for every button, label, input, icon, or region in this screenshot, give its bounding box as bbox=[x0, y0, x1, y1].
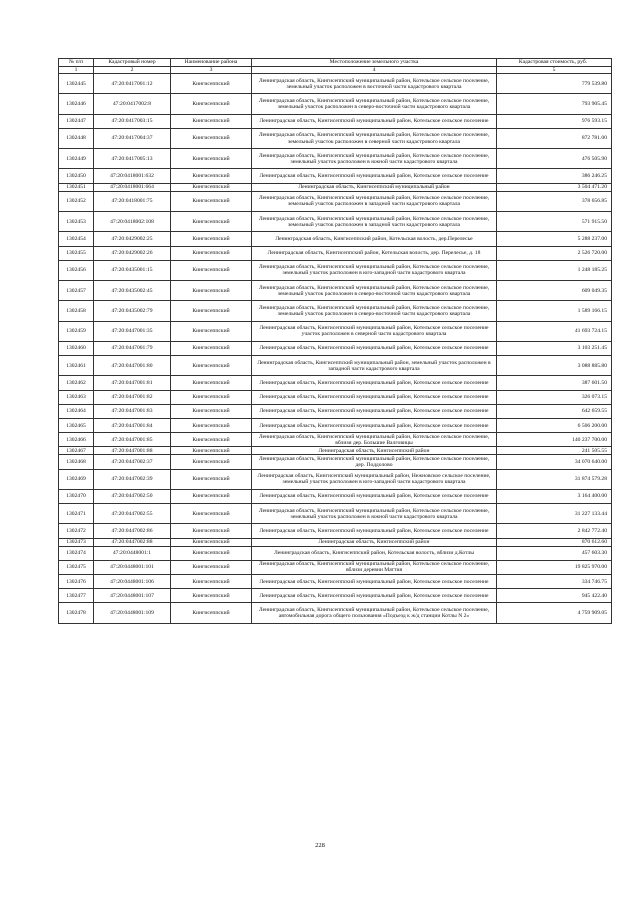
row-district: Кингисеппский bbox=[171, 356, 252, 376]
row-cadastral-number: 47:20:0447001:88 bbox=[94, 447, 171, 455]
row-cadastral-number: 47:20:0417003:15 bbox=[94, 114, 171, 128]
row-cadastral-number: 47:20:0417002:8 bbox=[94, 94, 171, 114]
table-row bbox=[59, 455, 612, 469]
table-row bbox=[59, 74, 612, 94]
row-location: Ленинградская область, Кингисеппский муниципальный район, Нежновское сельское поселение, земельный участок расположен в юго-западной части кадастрового квартала bbox=[252, 469, 497, 489]
row-cadastral-number: 47:20:0435001:15 bbox=[94, 260, 171, 280]
row-district: Кингисеппский bbox=[171, 94, 252, 114]
row-district: Кингисеппский bbox=[171, 489, 252, 503]
row-value: 1 248 185.25 bbox=[497, 260, 612, 280]
table-row bbox=[59, 149, 612, 169]
row-district: Кингисеппский bbox=[171, 149, 252, 169]
row-number: 1302460 bbox=[59, 341, 94, 355]
row-district: Кингисеппский bbox=[171, 321, 252, 341]
table-row bbox=[59, 246, 612, 260]
row-location: Ленинградская область, Кингисеппский муниципальный район, Котельское сельское поселение, вблизи деревни Маттия bbox=[252, 560, 497, 574]
row-value: 387 601.50 bbox=[497, 376, 612, 390]
table-row bbox=[59, 183, 612, 191]
table-row bbox=[59, 376, 612, 390]
row-location: Ленинградская область, Кингисеппский муниципальный район, Котельское сельское поселение bbox=[252, 489, 497, 503]
row-location: Ленинградская область, Кингисеппский муниципальный район, Котельское сельское поселение bbox=[252, 418, 497, 432]
index-cell: 5 bbox=[497, 67, 612, 74]
row-number: 1302463 bbox=[59, 390, 94, 404]
row-value: 2 842 772.40 bbox=[497, 524, 612, 538]
header-cadastral-number: Кадастровый номер bbox=[94, 59, 171, 67]
row-number: 1302474 bbox=[59, 546, 94, 560]
row-number: 1302462 bbox=[59, 376, 94, 390]
table-row bbox=[59, 356, 612, 376]
index-cell: 1 bbox=[59, 67, 94, 74]
row-value: 6 506 200.00 bbox=[497, 418, 612, 432]
row-district: Кингисеппский bbox=[171, 341, 252, 355]
row-number: 1302452 bbox=[59, 191, 94, 211]
row-number: 1302446 bbox=[59, 94, 94, 114]
table-row bbox=[59, 94, 612, 114]
row-district: Кингисеппский bbox=[171, 560, 252, 574]
row-number: 1302477 bbox=[59, 589, 94, 603]
row-value: 779 539.80 bbox=[497, 74, 612, 94]
row-location: Ленинградская область, Кингисеппский муниципальный район bbox=[252, 183, 497, 191]
row-cadastral-number: 47:20:0447001:83 bbox=[94, 404, 171, 418]
table-header-row bbox=[59, 59, 612, 67]
row-cadastral-number: 47:20:0417001:12 bbox=[94, 74, 171, 94]
row-location: Ленинградская область, Кингисеппский район, Котельская волость, дер. Перелесье, д. 18 bbox=[252, 246, 497, 260]
row-location: Ленинградская область, Кингисеппский муниципальный район, Котельское сельское поселение, земельный участок расположен в северо-восточной части кадастрового квартала bbox=[252, 94, 497, 114]
row-location: Ленинградская область, Кингисеппский муниципальный район, Котельское сельское поселение bbox=[252, 589, 497, 603]
row-value: 870 612.60 bbox=[497, 538, 612, 546]
row-cadastral-number: 47:20:0447002:86 bbox=[94, 524, 171, 538]
row-number: 1302465 bbox=[59, 418, 94, 432]
header-number: № п/п bbox=[59, 59, 94, 67]
table-row bbox=[59, 232, 612, 246]
row-cadastral-number: 47:20:0448001:106 bbox=[94, 575, 171, 589]
row-district: Кингисеппский bbox=[171, 246, 252, 260]
row-location: Ленинградская область, Кингисеппский район, Котельская волость, вблизи д.Котлы bbox=[252, 546, 497, 560]
row-number: 1302466 bbox=[59, 433, 94, 447]
table-row bbox=[59, 212, 612, 232]
table-row bbox=[59, 390, 612, 404]
table-row bbox=[59, 418, 612, 432]
table-row bbox=[59, 260, 612, 280]
row-location: Ленинградская область, Кингисеппский муниципальный район, Котельское сельское поселение, автомобильная дорога общего пользования «Подъезд к ж/д станции Котлы N 2» bbox=[252, 603, 497, 623]
row-number: 1302450 bbox=[59, 169, 94, 183]
table-row bbox=[59, 321, 612, 341]
row-cadastral-number: 47:20:0418001:632 bbox=[94, 169, 171, 183]
row-cadastral-number: 47:20:0447002:55 bbox=[94, 504, 171, 524]
row-location: Ленинградская область, Кингисеппский муниципальный район, Котельское сельское поселение, земельный участок расположен в юго-западной части кадастрового квартала bbox=[252, 260, 497, 280]
row-value: 476 505.90 bbox=[497, 149, 612, 169]
row-district: Кингисеппский bbox=[171, 447, 252, 455]
row-number: 1302473 bbox=[59, 538, 94, 546]
row-value: 571 915.50 bbox=[497, 212, 612, 232]
row-value: 793 905.45 bbox=[497, 94, 612, 114]
row-cadastral-number: 47:20:0448001:101 bbox=[94, 560, 171, 574]
row-location: Ленинградская область, Кингисеппский муниципальный район, Котельское сельское поселение bbox=[252, 524, 497, 538]
row-number: 1302464 bbox=[59, 404, 94, 418]
row-value: 609 049.35 bbox=[497, 281, 612, 301]
row-value: 3 164 400.00 bbox=[497, 489, 612, 503]
row-location: Ленинградская область, Кингисеппский муниципальный район, Котельское сельское поселение, земельный участок расположен в северо-восточной части кадастрового квартала bbox=[252, 281, 497, 301]
row-district: Кингисеппский bbox=[171, 301, 252, 321]
row-value: 976 593.15 bbox=[497, 114, 612, 128]
row-location: Ленинградская область, Кингисеппский муниципальный район, Котельское сельское поселение, земельный участок расположен в северной части кадастрового квартала bbox=[252, 128, 497, 148]
row-number: 1302469 bbox=[59, 469, 94, 489]
row-value: 31 874 579.28 bbox=[497, 469, 612, 489]
row-district: Кингисеппский bbox=[171, 504, 252, 524]
row-cadastral-number: 47:20:0418002:108 bbox=[94, 212, 171, 232]
row-cadastral-number: 47:20:0429002:25 bbox=[94, 232, 171, 246]
table-row bbox=[59, 169, 612, 183]
table-row bbox=[59, 341, 612, 355]
row-location: Ленинградская область, Кингисеппский муниципальный район, Котельское сельское поселение, земельный участок расположен в южной части кадастрового квартала bbox=[252, 149, 497, 169]
row-district: Кингисеппский bbox=[171, 169, 252, 183]
row-district: Кингисеппский bbox=[171, 390, 252, 404]
row-number: 1302478 bbox=[59, 603, 94, 623]
table-row bbox=[59, 114, 612, 128]
row-cadastral-number: 47:20:0417005:13 bbox=[94, 149, 171, 169]
row-district: Кингисеппский bbox=[171, 575, 252, 589]
row-number: 1302449 bbox=[59, 149, 94, 169]
row-district: Кингисеппский bbox=[171, 404, 252, 418]
index-cell: 4 bbox=[252, 67, 497, 74]
row-value: 34 070 640.00 bbox=[497, 455, 612, 469]
table-row bbox=[59, 546, 612, 560]
table-row bbox=[59, 281, 612, 301]
row-district: Кингисеппский bbox=[171, 183, 252, 191]
row-district: Кингисеппский bbox=[171, 524, 252, 538]
row-value: 19 825 970.00 bbox=[497, 560, 612, 574]
row-number: 1302470 bbox=[59, 489, 94, 503]
row-number: 1302472 bbox=[59, 524, 94, 538]
row-cadastral-number: 47:20:0417004:37 bbox=[94, 128, 171, 148]
table-index-row bbox=[59, 67, 612, 74]
table-row bbox=[59, 447, 612, 455]
row-number: 1302468 bbox=[59, 455, 94, 469]
row-value: 945 422.40 bbox=[497, 589, 612, 603]
row-district: Кингисеппский bbox=[171, 455, 252, 469]
table-row bbox=[59, 589, 612, 603]
row-value: 386 246.25 bbox=[497, 169, 612, 183]
row-location: Ленинградская область, Кингисеппский муниципальный район, Котельское сельское поселение, земельный участок расположен в западной части кадастрового квартала bbox=[252, 191, 497, 211]
row-value: 241 505.55 bbox=[497, 447, 612, 455]
row-district: Кингисеппский bbox=[171, 281, 252, 301]
row-number: 1302458 bbox=[59, 301, 94, 321]
row-cadastral-number: 47:20:0447002:50 bbox=[94, 489, 171, 503]
row-district: Кингисеппский bbox=[171, 128, 252, 148]
row-cadastral-number: 47:20:0447001:80 bbox=[94, 356, 171, 376]
table-row bbox=[59, 433, 612, 447]
row-district: Кингисеппский bbox=[171, 418, 252, 432]
row-number: 1302459 bbox=[59, 321, 94, 341]
row-number: 1302451 bbox=[59, 183, 94, 191]
row-location: Ленинградская область, Кингисеппский муниципальный район, Котельское сельское поселение bbox=[252, 114, 497, 128]
row-district: Кингисеппский bbox=[171, 603, 252, 623]
table-row bbox=[59, 301, 612, 321]
row-cadastral-number: 47:20:0448001:107 bbox=[94, 589, 171, 603]
row-cadastral-number: 47:20:0447002:39 bbox=[94, 469, 171, 489]
table-row bbox=[59, 191, 612, 211]
row-district: Кингисеппский bbox=[171, 376, 252, 390]
row-location: Ленинградская область, Кингисеппский муниципальный район, Котельское сельское поселение, земельный участок расположен в западной части кадастрового квартала bbox=[252, 212, 497, 232]
row-value: 326 073.15 bbox=[497, 390, 612, 404]
row-district: Кингисеппский bbox=[171, 469, 252, 489]
row-value: 3 504 471.20 bbox=[497, 183, 612, 191]
row-value: 3 088 885.80 bbox=[497, 356, 612, 376]
table-row bbox=[59, 524, 612, 538]
row-number: 1302454 bbox=[59, 232, 94, 246]
row-cadastral-number: 47:20:0447002:88 bbox=[94, 538, 171, 546]
table-row bbox=[59, 538, 612, 546]
row-location: Ленинградская область, Кингисеппский муниципальный район, Котельское сельское поселение, дер. Поддолово bbox=[252, 455, 497, 469]
row-value: 2 526 720.00 bbox=[497, 246, 612, 260]
table-body bbox=[59, 74, 612, 624]
row-cadastral-number: 47:20:0448001:109 bbox=[94, 603, 171, 623]
row-cadastral-number: 47:20:0447001:81 bbox=[94, 376, 171, 390]
row-value: 31 227 133.44 bbox=[497, 504, 612, 524]
row-value: 334 746.75 bbox=[497, 575, 612, 589]
header-value: Кадастровая стоимость, руб. bbox=[497, 59, 612, 67]
row-value: 3 103 251.45 bbox=[497, 341, 612, 355]
row-cadastral-number: 47:20:0418001:664 bbox=[94, 183, 171, 191]
row-district: Кингисеппский bbox=[171, 546, 252, 560]
row-number: 1302447 bbox=[59, 114, 94, 128]
row-cadastral-number: 47:20:0447002:37 bbox=[94, 455, 171, 469]
row-location: Ленинградская область, Кингисеппский муниципальный район, Котельское сельское поселение, земельный участок расположен в южной части кадастрового квартала bbox=[252, 504, 497, 524]
row-location: Ленинградская область, Кингисеппский муниципальный район, Котельское сельское поселение bbox=[252, 376, 497, 390]
row-district: Кингисеппский bbox=[171, 114, 252, 128]
row-number: 1302476 bbox=[59, 575, 94, 589]
row-district: Кингисеппский bbox=[171, 232, 252, 246]
row-value: 457 603.30 bbox=[497, 546, 612, 560]
row-value: 4 759 909.05 bbox=[497, 603, 612, 623]
table-row bbox=[59, 603, 612, 623]
row-value: 872 781.00 bbox=[497, 128, 612, 148]
row-location: Ленинградская область, Кингисеппский муниципальный район, Котельское сельское поселение, вблизи дер. Большие Валговицы bbox=[252, 433, 497, 447]
row-number: 1302455 bbox=[59, 246, 94, 260]
row-location: Ленинградская область, Кингисеппский муниципальный район, Котельское сельское поселение bbox=[252, 169, 497, 183]
row-cadastral-number: 47:20:0429002:26 bbox=[94, 246, 171, 260]
row-cadastral-number: 47:20:0447001:82 bbox=[94, 390, 171, 404]
row-district: Кингисеппский bbox=[171, 260, 252, 280]
table-row bbox=[59, 560, 612, 574]
row-location: Ленинградская область, Кингисеппский муниципальный район, земельный участок расположен в западной части кадастрового квартала bbox=[252, 356, 497, 376]
index-cell: 2 bbox=[94, 67, 171, 74]
row-cadastral-number: 47:20:0447001:85 bbox=[94, 433, 171, 447]
row-cadastral-number: 47:20:0435002:45 bbox=[94, 281, 171, 301]
row-district: Кингисеппский bbox=[171, 589, 252, 603]
row-cadastral-number: 47:20:0448001:1 bbox=[94, 546, 171, 560]
row-number: 1302457 bbox=[59, 281, 94, 301]
document-page bbox=[58, 58, 607, 624]
row-value: 5 288 237.00 bbox=[497, 232, 612, 246]
row-number: 1302456 bbox=[59, 260, 94, 280]
table-row bbox=[59, 489, 612, 503]
row-district: Кингисеппский bbox=[171, 538, 252, 546]
row-value: 642 659.55 bbox=[497, 404, 612, 418]
row-location: Ленинградская область, Кингисеппский район, Котельская волость, дер.Перелесье bbox=[252, 232, 497, 246]
row-location: Ленинградская область, Кингисеппский муниципальный район, Котельское сельское поселение bbox=[252, 404, 497, 418]
row-location: Ленинградская область, Кингисеппский муниципальный район, Котельское сельское поселение участок расположен в северной части кадастрового квартала bbox=[252, 321, 497, 341]
row-location: Ленинградская область, Кингисеппский муниципальный район, Котельское сельское поселение bbox=[252, 575, 497, 589]
row-district: Кингисеппский bbox=[171, 433, 252, 447]
row-cadastral-number: 47:20:0447001:84 bbox=[94, 418, 171, 432]
row-district: Кингисеппский bbox=[171, 212, 252, 232]
row-number: 1302448 bbox=[59, 128, 94, 148]
row-number: 1302445 bbox=[59, 74, 94, 94]
row-location: Ленинградская область, Кингисеппский муниципальный район, Котельское сельское поселение bbox=[252, 341, 497, 355]
table-row bbox=[59, 404, 612, 418]
row-number: 1302471 bbox=[59, 504, 94, 524]
row-value: 1 589 166.15 bbox=[497, 301, 612, 321]
row-cadastral-number: 47:20:0418001:75 bbox=[94, 191, 171, 211]
table-row bbox=[59, 128, 612, 148]
row-number: 1302453 bbox=[59, 212, 94, 232]
table-row bbox=[59, 469, 612, 489]
row-number: 1302467 bbox=[59, 447, 94, 455]
row-location: Ленинградская область, Кингисеппский муниципальный район, Котельское сельское поселение, земельный участок расположен в восточной части кадастрового квартала bbox=[252, 74, 497, 94]
row-location: Ленинградская область, Кингисеппский район bbox=[252, 447, 497, 455]
header-location: Местоположение земельного участка bbox=[252, 59, 497, 67]
row-value: 41 693 724.15 bbox=[497, 321, 612, 341]
page-number: 228 bbox=[315, 842, 325, 849]
row-location: Ленинградская область, Кингисеппский муниципальный район, Котельское сельское поселение, земельный участок расположен в северо-восточной части кадастрового квартала bbox=[252, 301, 497, 321]
row-number: 1302461 bbox=[59, 356, 94, 376]
row-district: Кингисеппский bbox=[171, 74, 252, 94]
row-cadastral-number: 47:20:0435002:79 bbox=[94, 301, 171, 321]
row-location: Ленинградская область, Кингисеппский муниципальный район, Котельское сельское поселение bbox=[252, 390, 497, 404]
row-value: 378 656.85 bbox=[497, 191, 612, 211]
row-district: Кингисеппский bbox=[171, 191, 252, 211]
row-location: Ленинградская область, Кингисеппский район bbox=[252, 538, 497, 546]
table-row bbox=[59, 575, 612, 589]
row-cadastral-number: 47:20:0447001:79 bbox=[94, 341, 171, 355]
index-cell: 3 bbox=[171, 67, 252, 74]
row-cadastral-number: 47:20:0447001:35 bbox=[94, 321, 171, 341]
row-number: 1302475 bbox=[59, 560, 94, 574]
cadastral-table bbox=[58, 58, 612, 624]
header-district: Наименование района bbox=[171, 59, 252, 67]
table-row bbox=[59, 504, 612, 524]
row-value: 140 237 700.00 bbox=[497, 433, 612, 447]
